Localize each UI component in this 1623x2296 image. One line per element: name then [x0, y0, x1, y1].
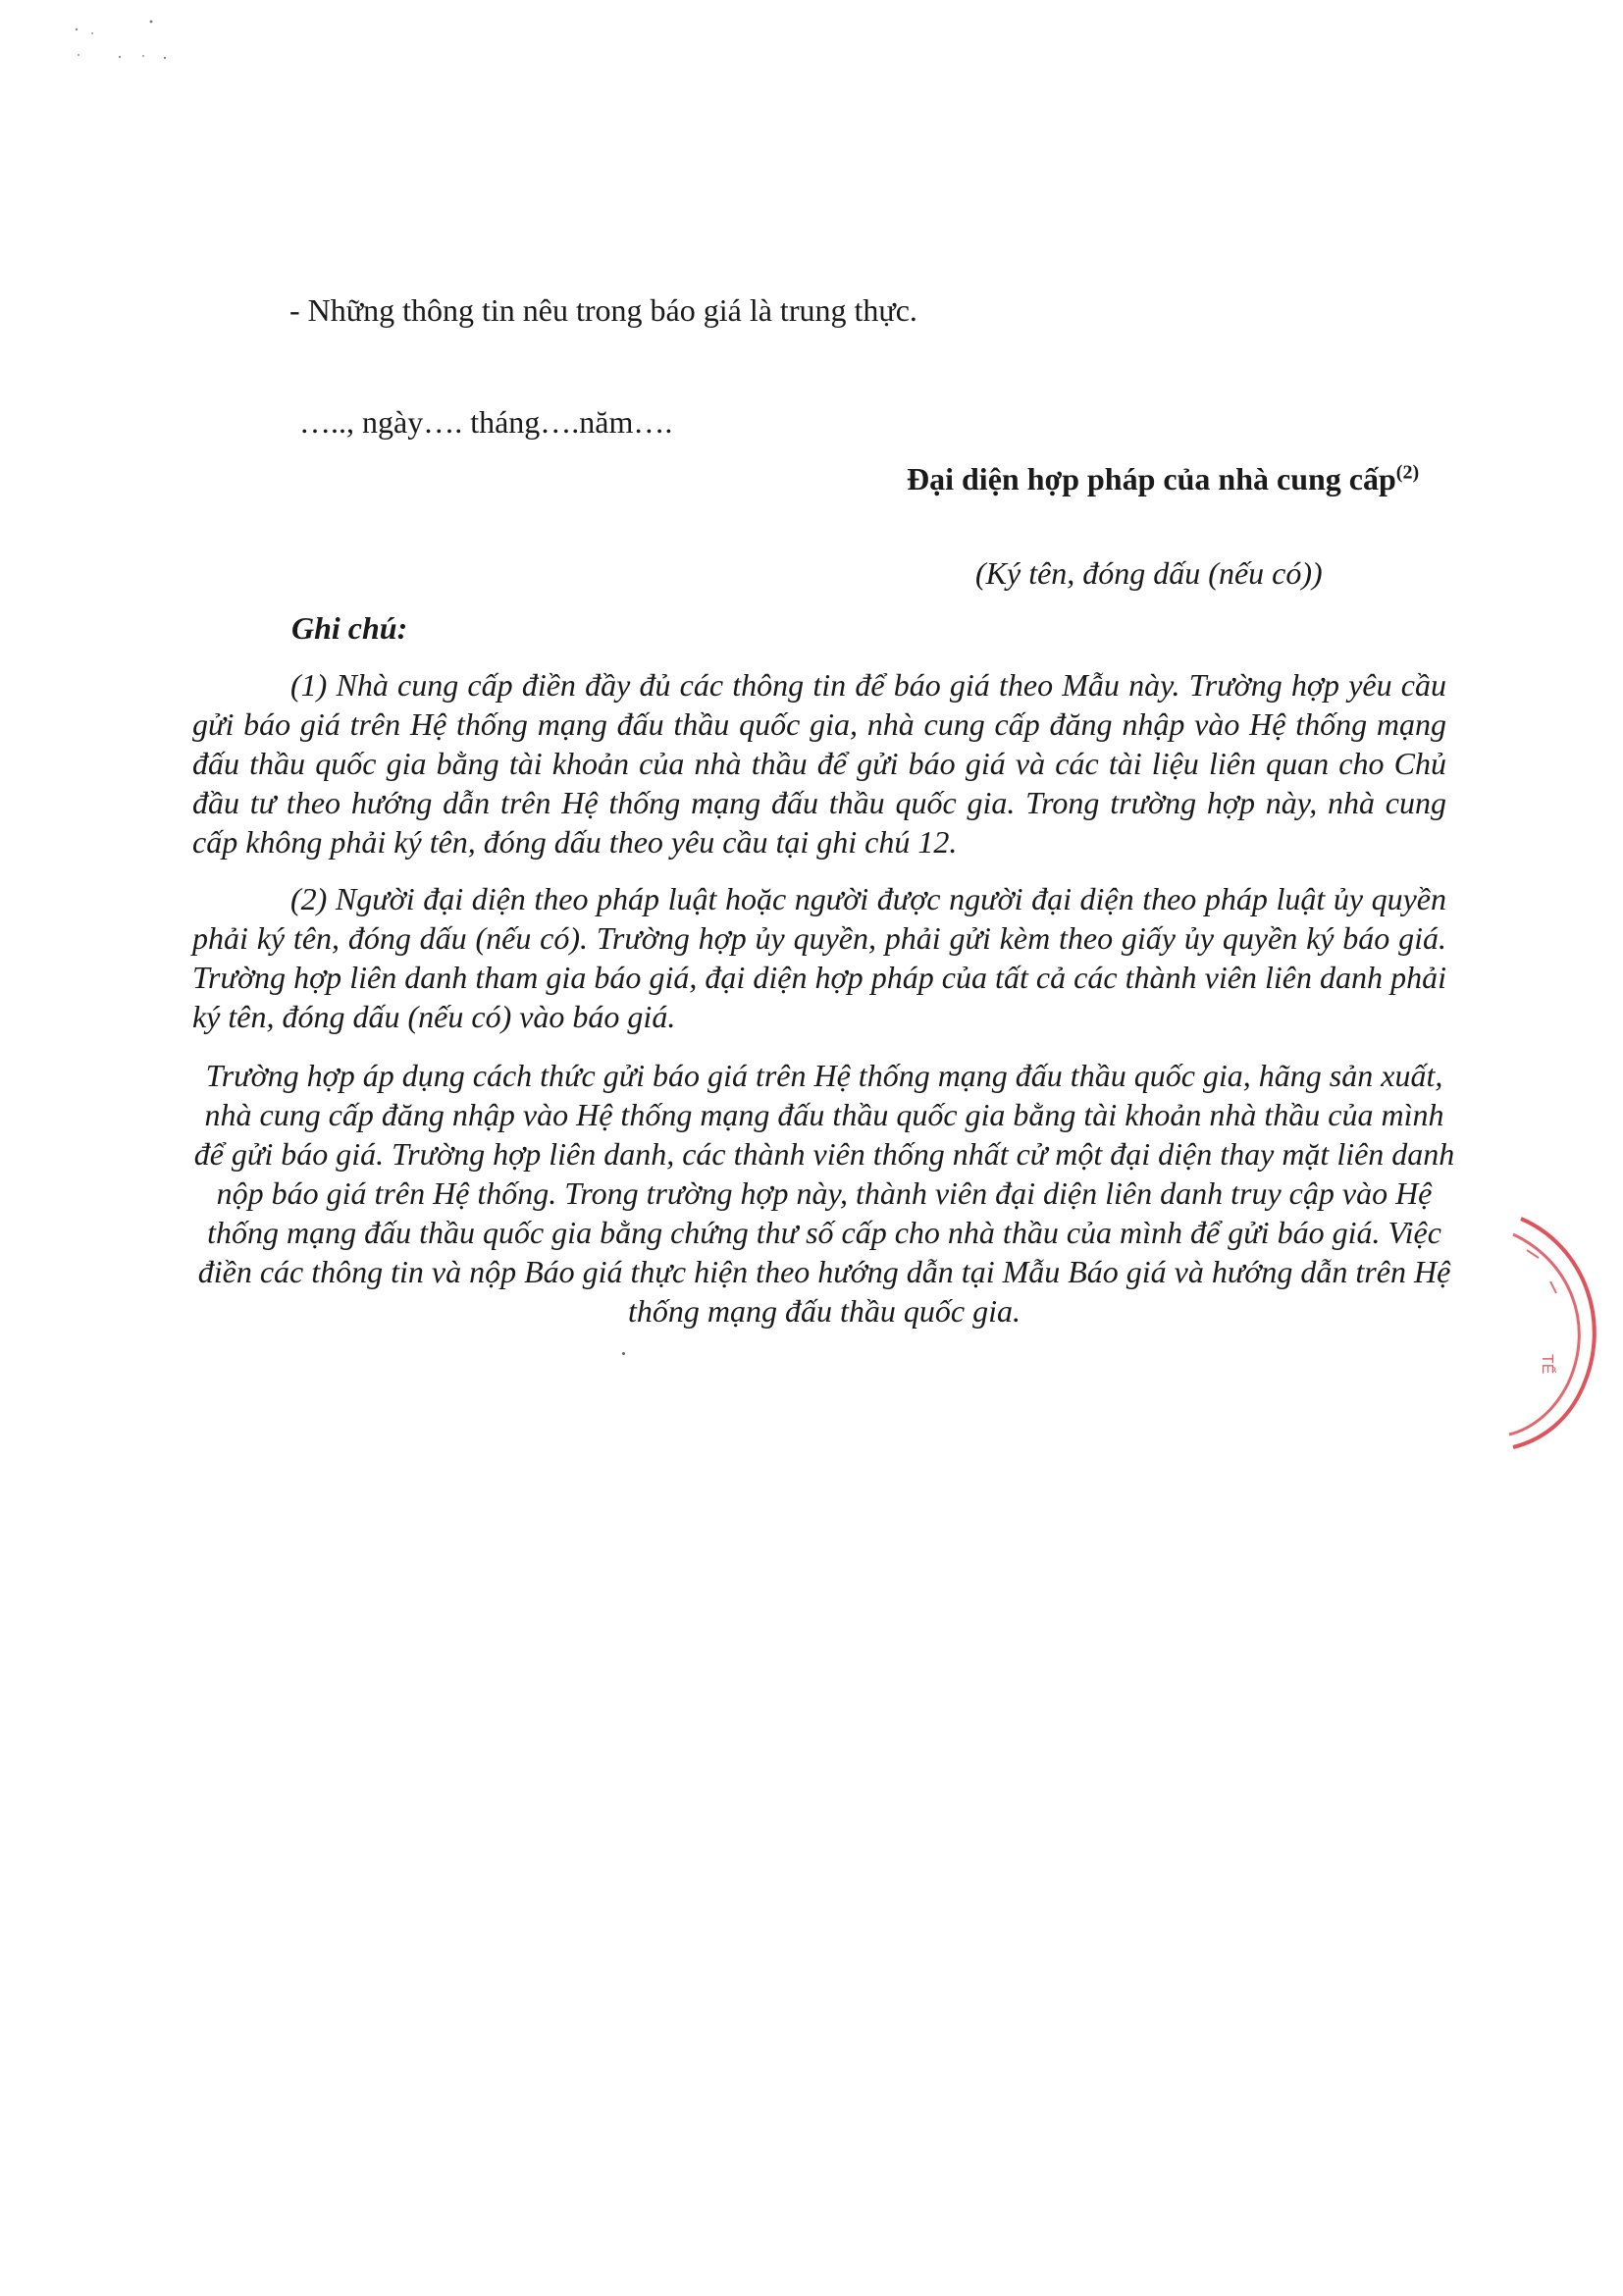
note-2-paragraph: (2) Người đại diện theo pháp luật hoặc người được người đại diện theo pháp luật ủy quyền phải ký tên, đóng dấu (nếu có). Trường hợp ủy quyền, phải gửi kèm theo giấy ủy quyền ký báo giá. Trường hợp liên danh tham gia báo giá, đại diện hợp pháp của tất cả các thành viên liên danh phải ký tên, đóng dấu (nếu có) vào báo giá.	[192, 881, 1446, 1034]
honesty-statement: - Những thông tin nêu trong báo giá là trung thực.	[289, 292, 917, 328]
scan-speck-marks	[69, 16, 177, 65]
note-1-paragraph: (1) Nhà cung cấp điền đầy đủ các thông tin để báo giá theo Mẫu này. Trường hợp yêu cầu gửi báo giá trên Hệ thống mạng đấu thầu quốc gia, nhà cung cấp đăng nhập vào Hệ thống mạng đấu thầu quốc gia bằng tài khoản của nhà thầu để gửi báo giá và các tài liệu liên quan cho Chủ đầu tư theo hướng dẫn trên Hệ thống mạng đấu thầu quốc gia. Trong trường hợp này, nhà cung cấp không phải ký tên, đóng dấu theo yêu cầu tại ghi chú 12.	[192, 667, 1446, 860]
sign-instruction: (Ký tên, đóng dấu (nếu có))	[975, 555, 1323, 591]
online-submission-paragraph: Trường hợp áp dụng cách thức gửi báo giá trên Hệ thống mạng đấu thầu quốc gia, hãng sản xuất, nhà cung cấp đăng nhập vào Hệ thống mạng đấu thầu quốc gia bằng tài khoản nhà thầu của mình để gửi báo giá. Trường hợp liên danh, các thành viên thống nhất cử một đại diện thay mặt liên danh nộp báo giá trên Hệ thống. Trong trường hợp này, thành viên đại diện liên danh truy cập vào Hệ thống mạng đấu thầu quốc gia bằng chứng thư số cấp cho nhà thầu của mình để gửi báo giá. Việc điền các thông tin và nộp Báo giá thực hiện theo hướng dẫn tại Mẫu Báo giá và hướng dẫn trên Hệ thống mạng đấu thầu quốc gia.	[193, 1058, 1455, 1329]
notes-heading: Ghi chú:	[291, 610, 408, 646]
scan-dot-mark	[622, 1352, 625, 1355]
representative-title	[907, 459, 1419, 498]
company-seal-stamp	[1492, 1207, 1623, 1452]
svg-text:TẾ: TẾ	[1539, 1354, 1555, 1375]
representative-title-footnote: (2)	[1395, 461, 1420, 484]
date-line: ….., ngày…. tháng….năm….	[299, 404, 673, 440]
representative-title-text: Đại diện hợp pháp của nhà cung cấp	[907, 461, 1396, 496]
